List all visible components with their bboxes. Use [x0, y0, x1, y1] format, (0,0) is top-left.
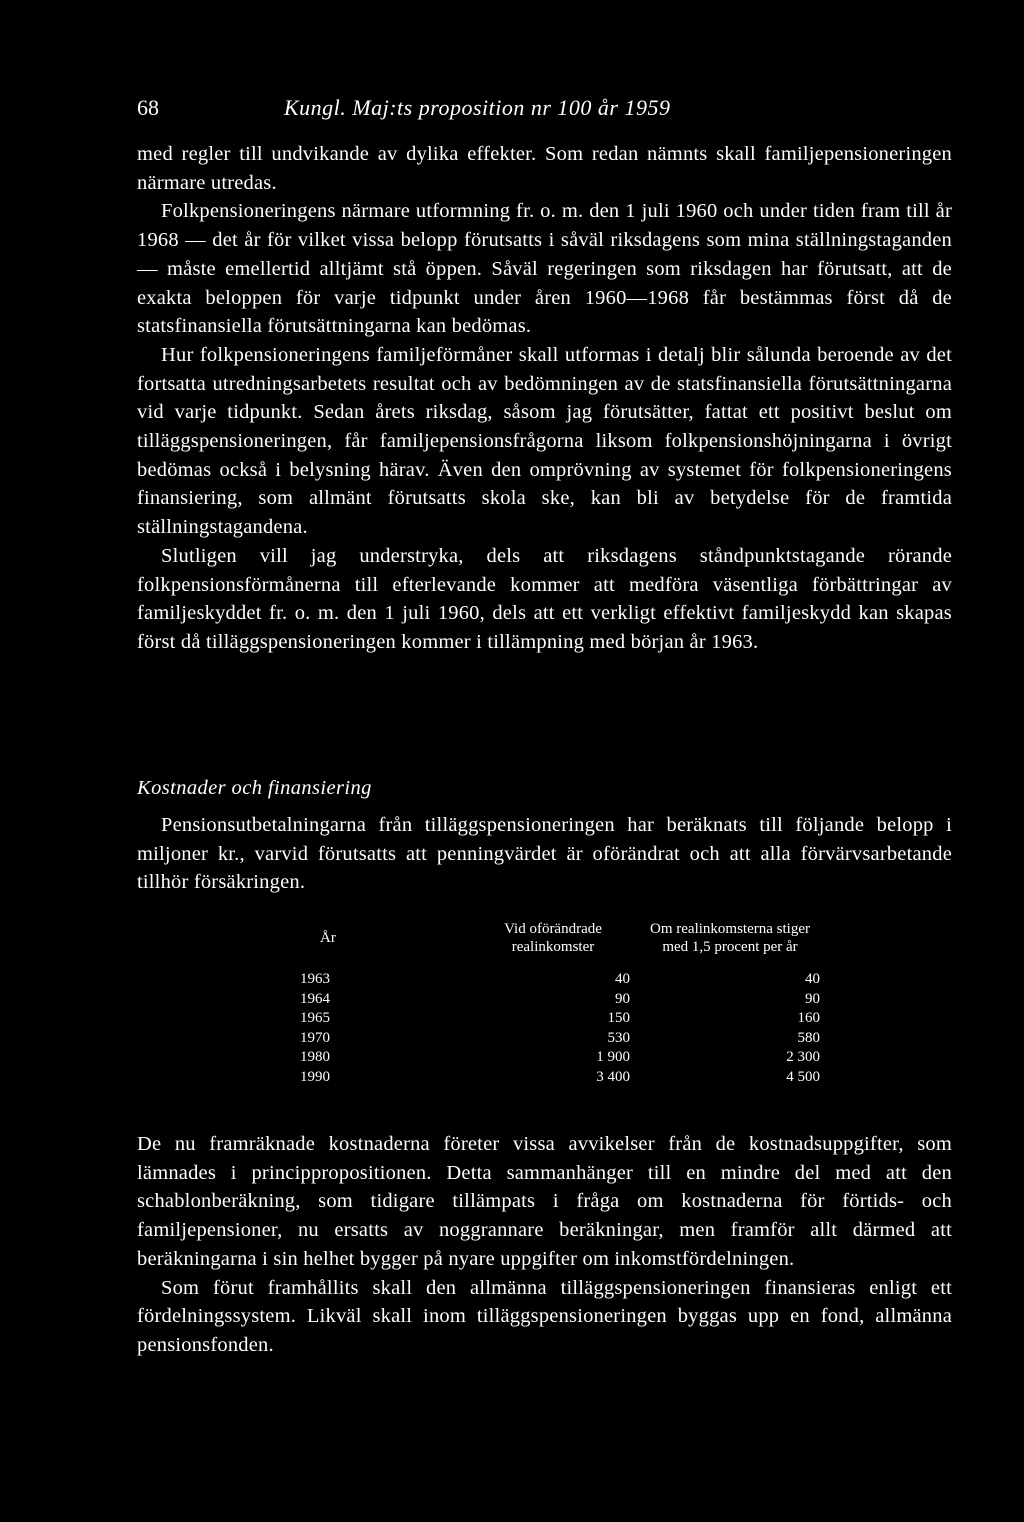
table-row — [300, 1009, 820, 1029]
cell-unchanged: 40 — [615, 971, 630, 987]
cell-year: 1964 — [300, 990, 330, 1007]
cell-unchanged: 1 900 — [596, 1049, 630, 1065]
paragraph: Som förut framhållits skall den allmänna tilläggspensioneringen finansieras enligt ett fördelningssystem. Likväl skall inom tilläggspensioneringen byggas upp en fond, allmänna pensionsfonden. — [137, 1276, 952, 1356]
section-heading: Kostnader och finansiering — [137, 777, 372, 799]
section-intro — [137, 811, 952, 897]
cell-growth: 580 — [797, 1029, 820, 1046]
table-row — [300, 1029, 820, 1049]
column-header-year: År — [320, 930, 336, 946]
cell-growth: 90 — [805, 990, 820, 1007]
cell-year: 1963 — [300, 971, 330, 987]
paragraph: Hur folkpensioneringens familjeförmåner skall utformas i detalj blir sålunda beroende av det fortsatta utredningsarbetets resultat och av bedömningen av de statsfinansiella förutsättningarna vid varje tidpunkt. Sedan årets riksdag, såsom jag förutsätter, fattat ett positivt beslut om tilläggspensioneringen, får familjepensionsfrågorna liksom folkpensionshöjningarna i övrigt bedömas också i belysning härav. Även den omprövning av systemet för folkpensioneringens finansiering, som allmänt förutsatts skola ske, kan bli av betydelse för de framtida ställningstagandena. — [137, 343, 952, 539]
body-text-top — [137, 140, 952, 657]
paragraph: De nu framräknade kostnaderna företer vissa avvikelser från de kostnadsuppgifter, som lämnades i princippropositionen. Detta sammanhänger till en mindre del med att den schablonberäkning, som tidigare tillämpats i fråga om kostnaderna för förtids- och familjepensioner, nu ersatts av noggrannare beräkningar, men framför allt därmed att beräkningarna i sin helhet bygger på nyare uppgifter om inkomstfördelningen. — [137, 1133, 952, 1270]
body-text-bottom — [137, 1130, 952, 1360]
cell-unchanged: 3 400 — [596, 1068, 630, 1085]
cell-unchanged: 530 — [607, 1029, 630, 1046]
table-header-row — [300, 920, 820, 970]
paragraph: med regler till undvikande av dylika effekter. Som redan nämnts skall familjepensioneringen närmare utredas. — [137, 143, 952, 194]
cost-table — [300, 920, 820, 1087]
column-header-growth: Om realinkomsterna stiger med 1,5 procent per år — [650, 921, 810, 955]
cell-growth: 4 500 — [786, 1068, 820, 1085]
cell-growth: 40 — [805, 971, 820, 987]
cell-year: 1965 — [300, 1010, 330, 1026]
cell-year: 1970 — [300, 1029, 330, 1046]
table-row — [300, 990, 820, 1010]
running-title: Kungl. Maj:ts proposition nr 100 år 1959 — [284, 95, 671, 120]
paragraph: Folkpensioneringens närmare utformning fr. o. m. den 1 juli 1960 och under tiden fram till år 1968 — det år för vilket vissa belopp förutsatts i såväl riksdagens som mina ställningstaganden — måste emellertid alltjämt stå öppen. Såväl regeringen som riksdagen har förutsatt, att de exakta beloppen för varje tidpunkt under åren 1960—1968 får bestämmas först då de statsfinansiella förutsättningarna kan bedömas. — [137, 200, 952, 338]
cell-growth: 2 300 — [786, 1049, 820, 1065]
table-row — [300, 1048, 820, 1068]
page-number: 68 — [137, 95, 159, 120]
column-header-unchanged: Vid oförändrade realinkomster — [504, 921, 602, 955]
cell-growth: 160 — [797, 1010, 820, 1026]
table-row — [300, 970, 820, 990]
cell-year: 1980 — [300, 1049, 330, 1065]
cell-unchanged: 150 — [607, 1010, 630, 1026]
cell-unchanged: 90 — [615, 990, 630, 1007]
table-row — [300, 1068, 820, 1088]
cell-year: 1990 — [300, 1068, 330, 1085]
paragraph: Pensionsutbetalningarna från tilläggspensioneringen har beräknats till följande belopp i miljoner kr., varvid förutsatts att penningvärdet är oförändrat och att alla förvärvsarbetande tillhör försäkringen. — [137, 814, 952, 894]
page-header — [137, 93, 837, 123]
paragraph: Slutligen vill jag understryka, dels att riksdagens ståndpunktstagande rörande folkpensionsförmånerna till efterlevande kommer att medföra väsentliga förbättringar av familjeskyddet fr. o. m. den 1 juli 1960, dels att ett verkligt effektivt familjeskydd kan skapas först då tilläggspensioneringen kommer i tillämpning med början år 1963. — [137, 544, 952, 653]
